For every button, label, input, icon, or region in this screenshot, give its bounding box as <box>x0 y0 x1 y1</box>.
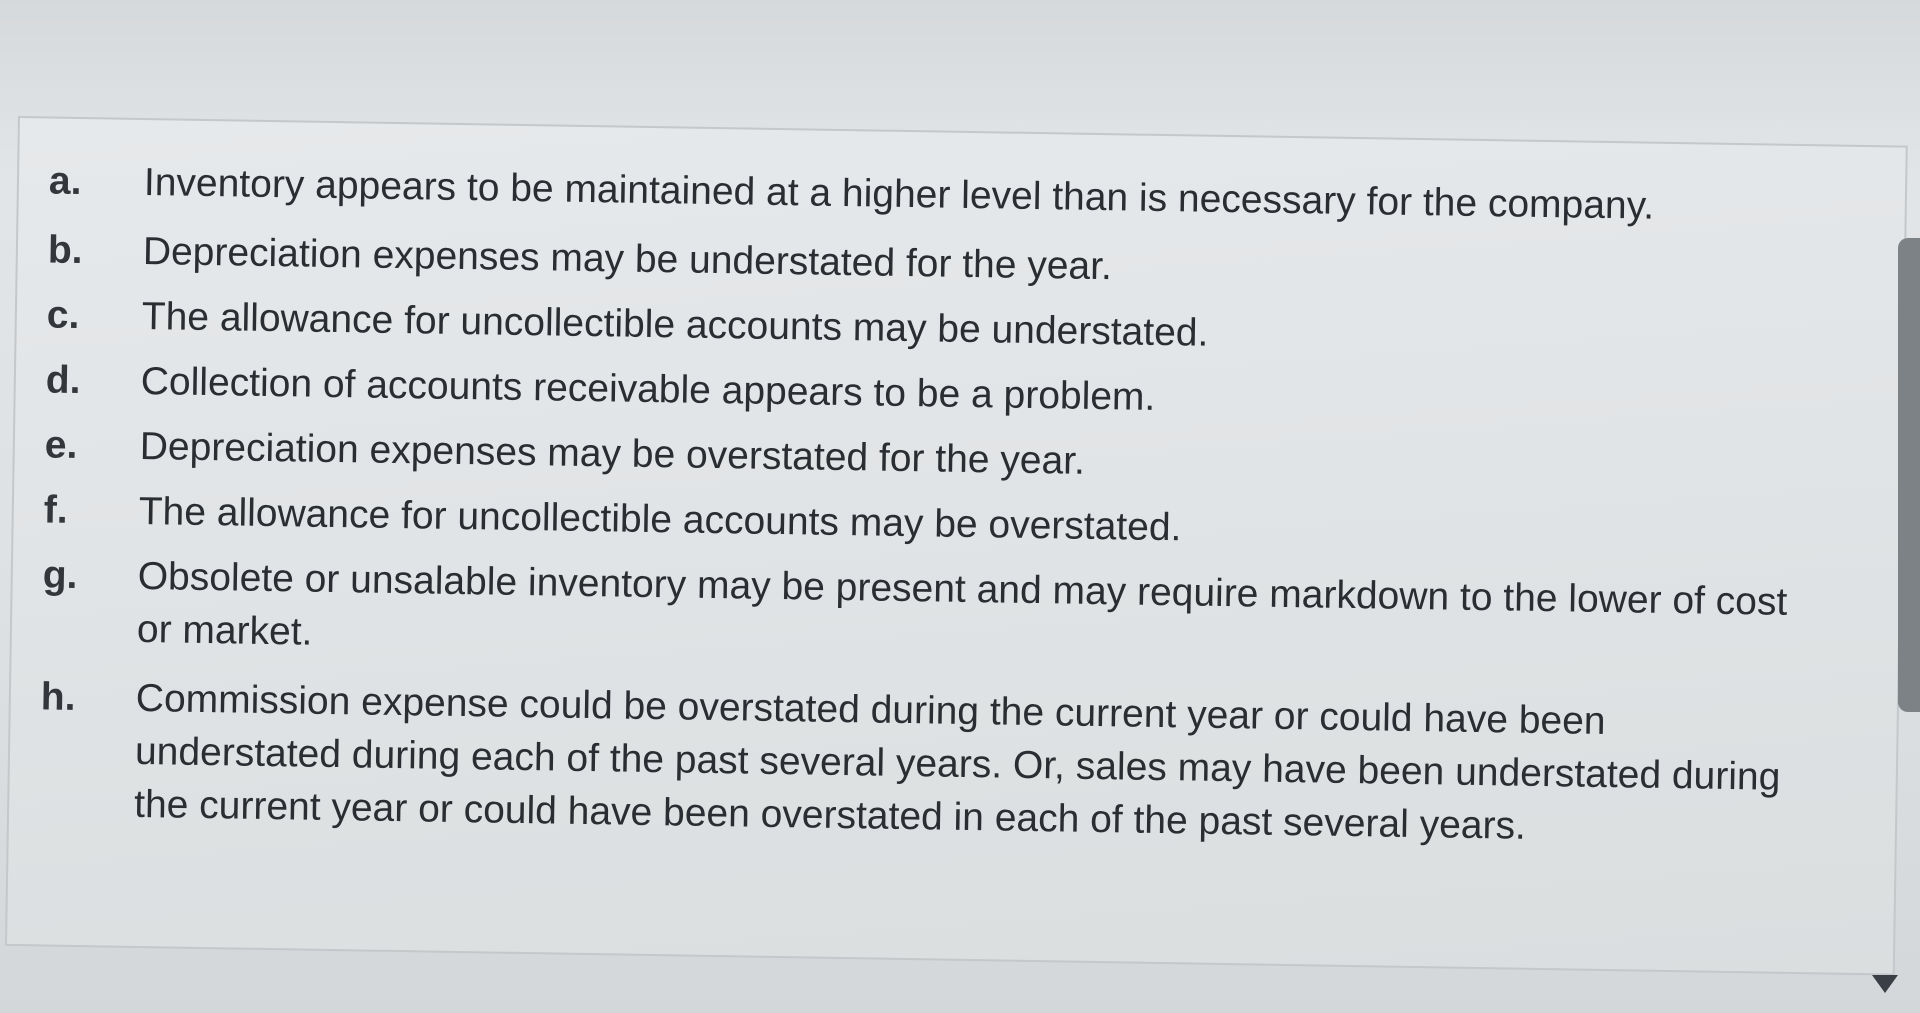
answer-options-panel <box>5 116 1908 976</box>
option-text: Collection of accounts receivable appears to be a problem. <box>140 359 1156 419</box>
option-text: Inventory appears to be maintained at a higher level than is necessary for the company. <box>143 160 1655 228</box>
option-text: Depreciation expenses may be understated for the year. <box>142 229 1113 289</box>
option-letter: e. <box>44 423 78 467</box>
option-letter: g. <box>42 553 78 597</box>
option-text: The allowance for uncollectible accounts may be understated. <box>141 294 1209 355</box>
option-g[interactable] <box>42 548 1803 682</box>
option-letter: a. <box>48 159 82 204</box>
option-text: Depreciation expenses may be overstated for the year. <box>139 424 1086 483</box>
answer-options-list <box>39 154 1810 873</box>
option-a[interactable] <box>49 154 1810 235</box>
option-letter: h. <box>40 675 76 719</box>
option-text: Obsolete or unsalable inventory may be present and may require markdown to the lower of cost or market. <box>136 554 1788 654</box>
option-letter: b. <box>47 228 83 273</box>
option-h[interactable] <box>39 670 1801 857</box>
triangle-down-icon[interactable] <box>1872 975 1898 993</box>
screen-background <box>0 0 1920 120</box>
option-text: The allowance for uncollectible accounts may be overstated. <box>138 489 1182 550</box>
option-text: Commission expense could be overstated during the current year or could have been understated during each of the past several years. Or, sales may have been understated during the current year or could have been overstated in each of the past several years. <box>133 676 1781 848</box>
scrollbar-thumb[interactable] <box>1898 238 1920 712</box>
option-letter: d. <box>45 358 81 403</box>
option-letter: f. <box>43 488 68 532</box>
option-letter: c. <box>46 293 80 337</box>
